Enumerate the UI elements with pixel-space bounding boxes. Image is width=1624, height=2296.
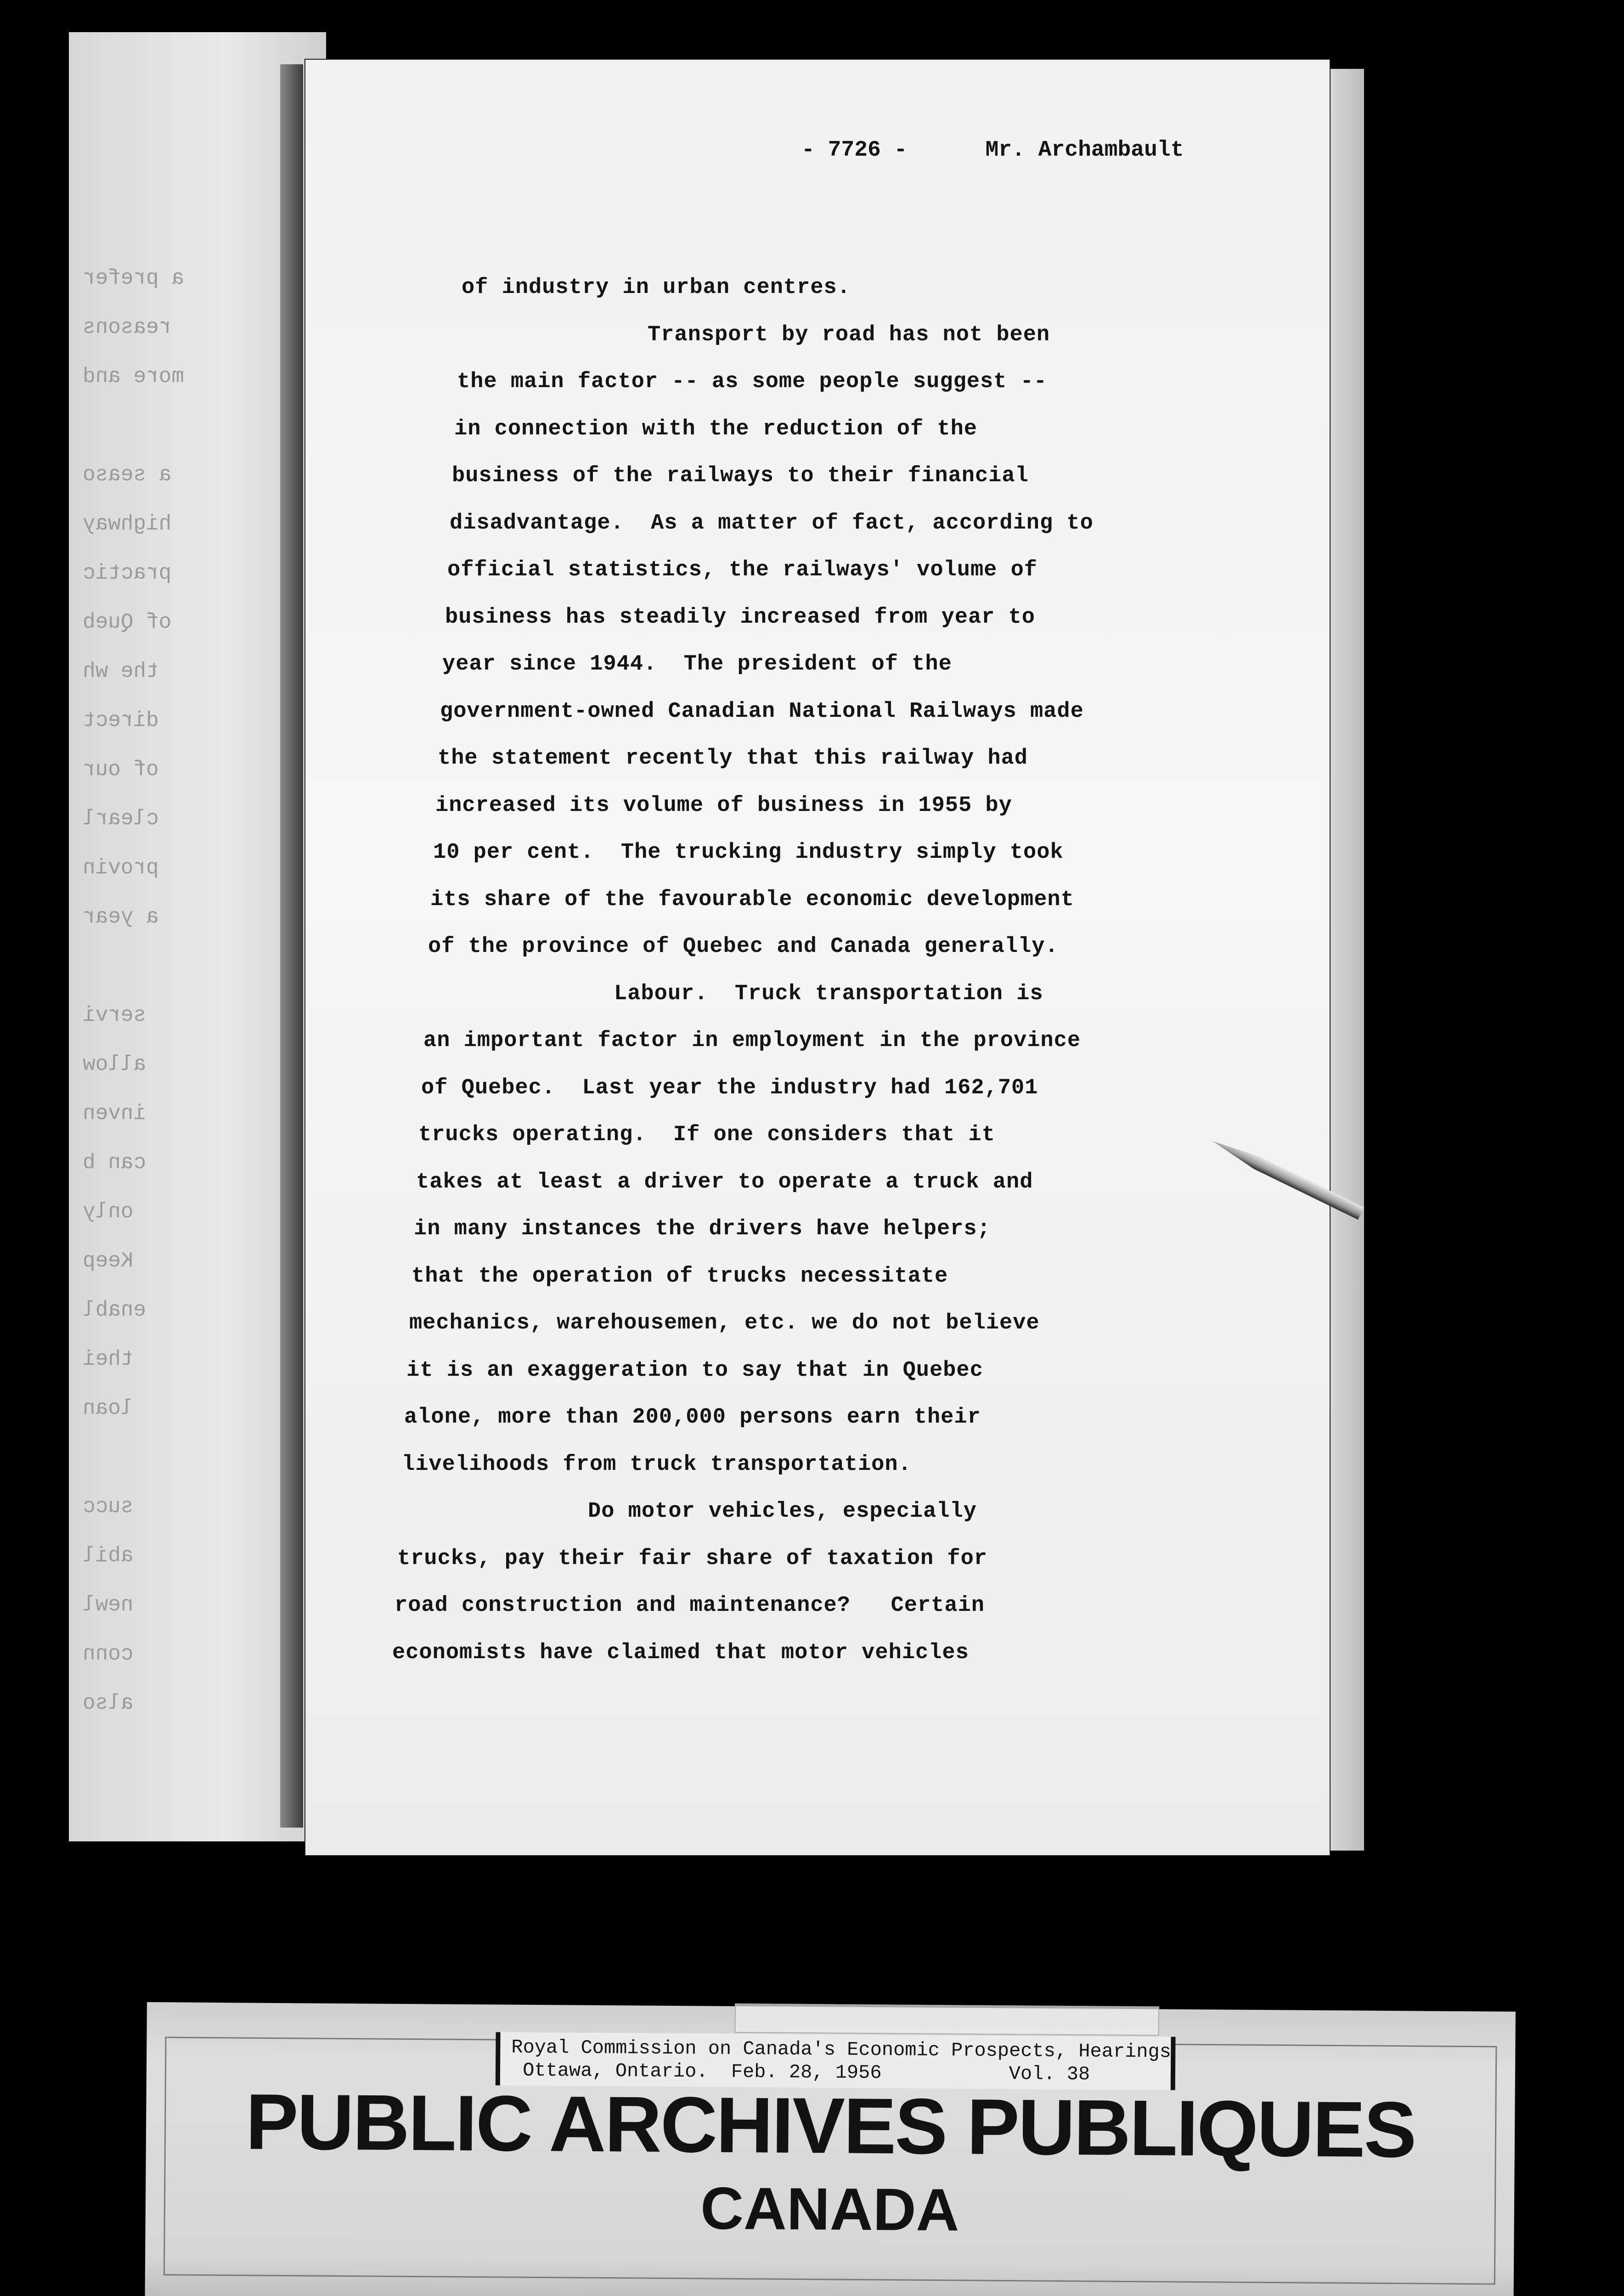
- ghost-text-line: a seaso: [83, 463, 172, 487]
- ghost-text-line: servi: [83, 1003, 147, 1027]
- ghost-text-line: only: [83, 1200, 134, 1224]
- ghost-text-line: allow: [83, 1052, 147, 1076]
- page-header: [801, 138, 1184, 163]
- transcript-line: disadvantage. As a matter of fact, according to: [450, 511, 1094, 535]
- transcript-line: mechanics, warehousemen, etc. we do not believe: [409, 1311, 1040, 1335]
- ghost-text-line: provin: [83, 856, 159, 880]
- speaker-name: Mr. Archambault: [985, 138, 1184, 163]
- transcript-line: Transport by road has not been: [648, 322, 1050, 347]
- ghost-text-line: Keep: [83, 1249, 134, 1273]
- archives-country: CANADA: [700, 2174, 960, 2244]
- archive-banner: [145, 2002, 1515, 2296]
- transcript-line: trucks, pay their fair share of taxation for: [397, 1546, 988, 1571]
- transcript-line: in many instances the drivers have helpers;: [414, 1217, 991, 1241]
- ghost-text-line: inven: [83, 1102, 147, 1125]
- transcript-line: its share of the favourable economic development: [430, 887, 1074, 912]
- ghost-text-line: abil: [83, 1544, 134, 1568]
- ghost-text-line: loan: [83, 1396, 134, 1420]
- ghost-text-line: of our: [83, 758, 159, 782]
- ghost-text-line: can b: [83, 1151, 147, 1175]
- page-number: - 7726 -: [801, 138, 908, 163]
- ghost-text-line: newl: [83, 1593, 134, 1617]
- transcript-line: Do motor vehicles, especially: [588, 1499, 977, 1524]
- transcript-line: it is an exaggeration to say that in Quebec: [406, 1358, 983, 1383]
- page-gutter-shadow: [280, 64, 303, 1828]
- transcript-line: 10 per cent. The trucking industry simply took: [433, 840, 1064, 865]
- transcript-line: increased its volume of business in 1955 by: [435, 793, 1012, 818]
- ghost-text-line: a prefer: [83, 266, 184, 290]
- transcript-line: road construction and maintenance? Certain: [395, 1593, 985, 1618]
- transcript-line: in connection with the reduction of the: [454, 416, 977, 441]
- transcript-line: of Quebec. Last year the industry had 162,701: [421, 1075, 1038, 1100]
- transcript-line: alone, more than 200,000 persons earn their: [404, 1405, 981, 1429]
- ghost-text-line: conn: [83, 1642, 134, 1666]
- transcript-line: that the operation of trucks necessitate: [412, 1264, 948, 1289]
- ghost-text-line: a year: [83, 905, 159, 929]
- ghost-text-line: enabl: [83, 1298, 147, 1322]
- archive-reference-line-1: Royal Commission on Canada's Economic Prospects, Hearings: [511, 2036, 1172, 2063]
- transcript-line: of industry in urban centres.: [462, 276, 851, 300]
- ghost-text-line: direct: [83, 709, 159, 732]
- archives-title: PUBLIC ARCHIVES PUBLIQUES: [245, 2077, 1416, 2174]
- transcript-line: trucks operating. If one considers that it: [418, 1123, 995, 1147]
- transcript-line: official statistics, the railways' volume of: [447, 558, 1038, 582]
- transcript-line: business of the railways to their financial: [452, 464, 1029, 488]
- ghost-text-line: of Queb: [83, 610, 172, 634]
- ghost-text-line: reasons: [83, 315, 172, 339]
- transcript-line: livelihoods from truck transportation.: [402, 1452, 912, 1477]
- transcript-line: an important factor in employment in the province: [423, 1029, 1081, 1053]
- transcript-line: the main factor -- as some people suggest --: [457, 370, 1048, 394]
- ghost-text-line: more and: [83, 365, 184, 388]
- transcript-line: of the province of Quebec and Canada generally.: [428, 934, 1059, 959]
- ghost-text-line: practic: [83, 561, 172, 585]
- ghost-text-line: the wh: [83, 659, 159, 683]
- transcript-line: business has steadily increased from year to: [445, 605, 1036, 630]
- page-stack-edge: [1327, 69, 1364, 1851]
- ghost-text-line: succ: [83, 1495, 134, 1519]
- transcript-line: government-owned Canadian National Railways made: [440, 699, 1084, 724]
- archive-reference-line-2: Ottawa, Ontario. Feb. 28, 1956 Vol. 38: [511, 2059, 1090, 2086]
- transcript-line: Labour. Truck transportation is: [614, 981, 1043, 1006]
- transcript-line: year since 1944. The president of the: [442, 652, 952, 676]
- ghost-text-line: clearl: [83, 807, 159, 831]
- ghost-text-line: thei: [83, 1347, 134, 1371]
- ghost-text-line: also: [83, 1691, 134, 1715]
- transcript-line: the statement recently that this railway had: [438, 746, 1028, 771]
- ghost-text-line: highway: [83, 512, 172, 536]
- transcript-line: economists have claimed that motor vehicles: [392, 1640, 969, 1665]
- transcript-line: takes at least a driver to operate a truck and: [416, 1170, 1033, 1194]
- banner-tape: [735, 2003, 1159, 2036]
